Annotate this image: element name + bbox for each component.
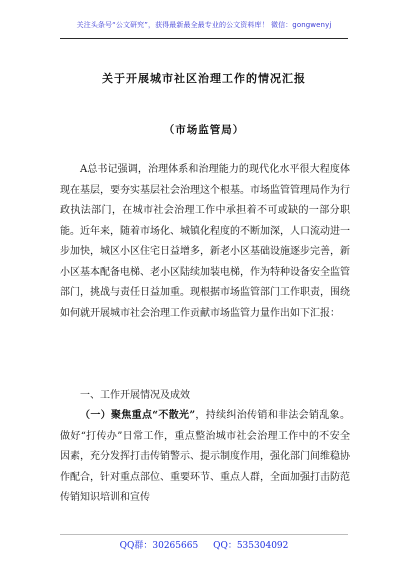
footer-qq-group: QQ群：30265665 xyxy=(119,541,199,551)
document-subtitle: （市场监管局） xyxy=(163,124,245,136)
body-paragraph-3 xyxy=(60,406,350,509)
footer-qq: QQ：535304092 xyxy=(213,541,289,551)
page-footer xyxy=(0,538,408,551)
header-divider xyxy=(60,38,348,39)
paragraph-3-lead: （一）聚焦重点“不散光” xyxy=(80,410,196,421)
document-title: 关于开展城市社区治理工作的情况汇报 xyxy=(102,72,306,85)
page-header-notice: 关注头条号“公文研究”，获得最新最全最专业的公文资料库！ 微信：gongwenyj xyxy=(76,21,332,29)
section-heading: 一、工作开展情况及成效 xyxy=(80,390,190,401)
paragraph-3-body: ，持续纠治传销和非法会销乱象。做好“打传办”日常工作，重点整治城市社会治理工作中的不安全因素，充分发挥打击传销警示、提示制度作用，强化部门间维稳协作配合，针对重点部位、重要环节、重点人群，全面加强打击防范传销知识培训和宣传 xyxy=(60,410,350,503)
body-paragraph-1: A总书记强调，治理体系和治理能力的现代化水平很大程度体现在基层，要夯实基层社会治理这个根基。市场监管管理局作为行政执法部门，在城市社会治理工作中承担着不可或缺的一部分职能。近年来，随着市场化、城镇化程度的不断加深，人口流动进一步加快，城区小区住宅日益增多，新老小区基础设施逐步完善，新小区基本配备电梯、老小区陆续加装电梯，作为特种设备安全监管部门，挑战与责任日益加重。现根据市场监管部门工作职责，围绕如何就开展城市社会治理工作贡献市场监管力量作出如下汇报： xyxy=(60,164,350,319)
footer-divider xyxy=(60,534,348,535)
